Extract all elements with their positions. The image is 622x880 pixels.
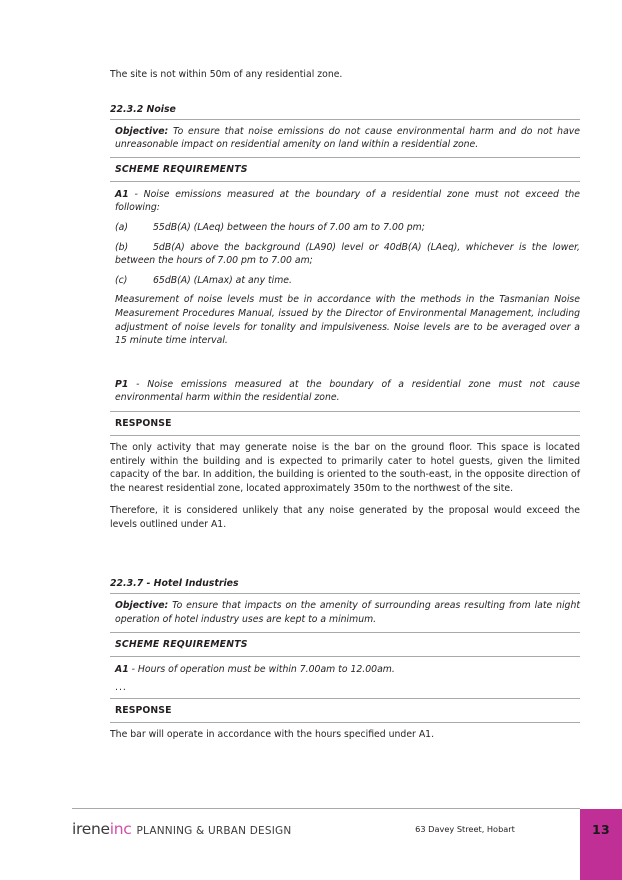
measurement-note: Measurement of noise levels must be in accordance with the methods in the Tasmanian Noise Measurement Procedures Manual, issued by the Director of Environmental Management, including adjustment of noise levels for tonality and impulsiveness. Noise levels are to be averaged over a 15 minute time interval. [115, 294, 580, 347]
acceptable-solution-paragraph [115, 663, 580, 677]
clause-label: (c) [115, 274, 128, 286]
logo-primary-text: irene [72, 820, 110, 838]
logo-tagline: PLANNING & URBAN DESIGN [136, 825, 292, 837]
objective-paragraph [115, 125, 580, 152]
objective-text: To ensure that noise emissions do not cause environmental harm and do not have unreasonable impact on residential amenity on land within a residential zone. [115, 125, 580, 151]
truncation-ellipsis: ... [115, 682, 127, 694]
divider [110, 593, 580, 594]
divider [110, 181, 580, 182]
acceptable-solution-lead: A1 [115, 663, 129, 675]
clause-text: 55dB(A) (LAeq) between the hours of 7.00 am to 7.00 pm; [153, 221, 425, 233]
scheme-requirements-block-hotel [115, 638, 580, 651]
footer-address: 63 Davey Street, Hobart [415, 824, 515, 834]
response-label-block-noise [115, 417, 580, 430]
objective-label: Objective: [115, 125, 169, 137]
clause-b [115, 241, 580, 268]
section-hotel-industries [110, 577, 580, 741]
objective-block-hotel [115, 599, 580, 626]
response-label-block-hotel [115, 704, 580, 717]
objective-block-noise [115, 125, 580, 152]
page-number: 13 [592, 822, 610, 837]
section-heading-hotel-industries: 22.3.7 - Hotel Industries [110, 578, 239, 590]
objective-label: Objective: [115, 600, 169, 612]
clause-text: 5dB(A) above the background (LA90) level or 40dB(A) (LAeq), whichever is the lower, between the hours of 7.00 pm to 7.00 am; [115, 241, 580, 267]
response-label: RESPONSE [115, 417, 172, 429]
divider [110, 656, 580, 657]
acceptable-solution-lead: A1 [115, 188, 129, 200]
logo-accent-text: inc [109, 820, 132, 838]
objective-paragraph [115, 599, 580, 626]
response-paragraph: Therefore, it is considered unlikely that any noise generated by the proposal would exceed the levels outlined under A1. [110, 505, 580, 530]
clause-label: (a) [115, 221, 128, 233]
divider [110, 698, 580, 699]
page-number-badge [580, 809, 622, 880]
response-paragraph: The bar will operate in accordance with the hours specified under A1. [110, 729, 435, 741]
acceptable-solution-text: - Hours of operation must be within 7.00am to 12.00am. [128, 663, 395, 675]
performance-criteria-lead: P1 [115, 378, 129, 390]
acceptable-solution-text: - Noise emissions measured at the boundary of a residential zone must not exceed the following: [115, 188, 580, 214]
scheme-requirements-label: SCHEME REQUIREMENTS [115, 638, 248, 650]
section-noise [110, 103, 580, 532]
clause-c [115, 274, 580, 288]
company-logo [72, 820, 132, 838]
document-content [110, 68, 580, 751]
clause-a [115, 221, 580, 235]
acceptable-solution-block-noise [115, 188, 580, 405]
divider [110, 632, 580, 633]
scheme-requirements-label: SCHEME REQUIREMENTS [115, 163, 248, 175]
section-heading-noise: 22.3.2 Noise [110, 103, 176, 115]
response-label: RESPONSE [115, 705, 172, 717]
page-footer [0, 808, 622, 880]
divider [110, 411, 580, 412]
intro-paragraph: The site is not within 50m of any residential zone. [110, 69, 343, 80]
response-paragraph: The only activity that may generate noise is the bar on the ground floor. This space is located entirely within the building and is expected to primarily cater to hotel guests, given the limited capacity of the bar. In addition, the building is oriented to the south-east, in the opposite direction of the nearest residential zone, located approximately 350m to the northwest of the site. [110, 441, 580, 494]
acceptable-solution-paragraph [115, 188, 580, 215]
footer-divider [72, 808, 580, 809]
divider [110, 157, 580, 158]
performance-criteria-paragraph [115, 378, 580, 405]
clause-label: (b) [115, 241, 129, 253]
clause-text: 65dB(A) (LAmax) at any time. [153, 274, 292, 286]
acceptable-solution-block-hotel [115, 663, 580, 695]
performance-criteria-text: - Noise emissions measured at the boundary of a residential zone must not cause environmental harm within the residential zone. [115, 378, 580, 404]
objective-text: To ensure that impacts on the amenity of surrounding areas resulting from late night operation of hotel industry uses are kept to a minimum. [115, 600, 580, 626]
scheme-requirements-block-noise [115, 163, 580, 176]
divider [110, 119, 580, 120]
